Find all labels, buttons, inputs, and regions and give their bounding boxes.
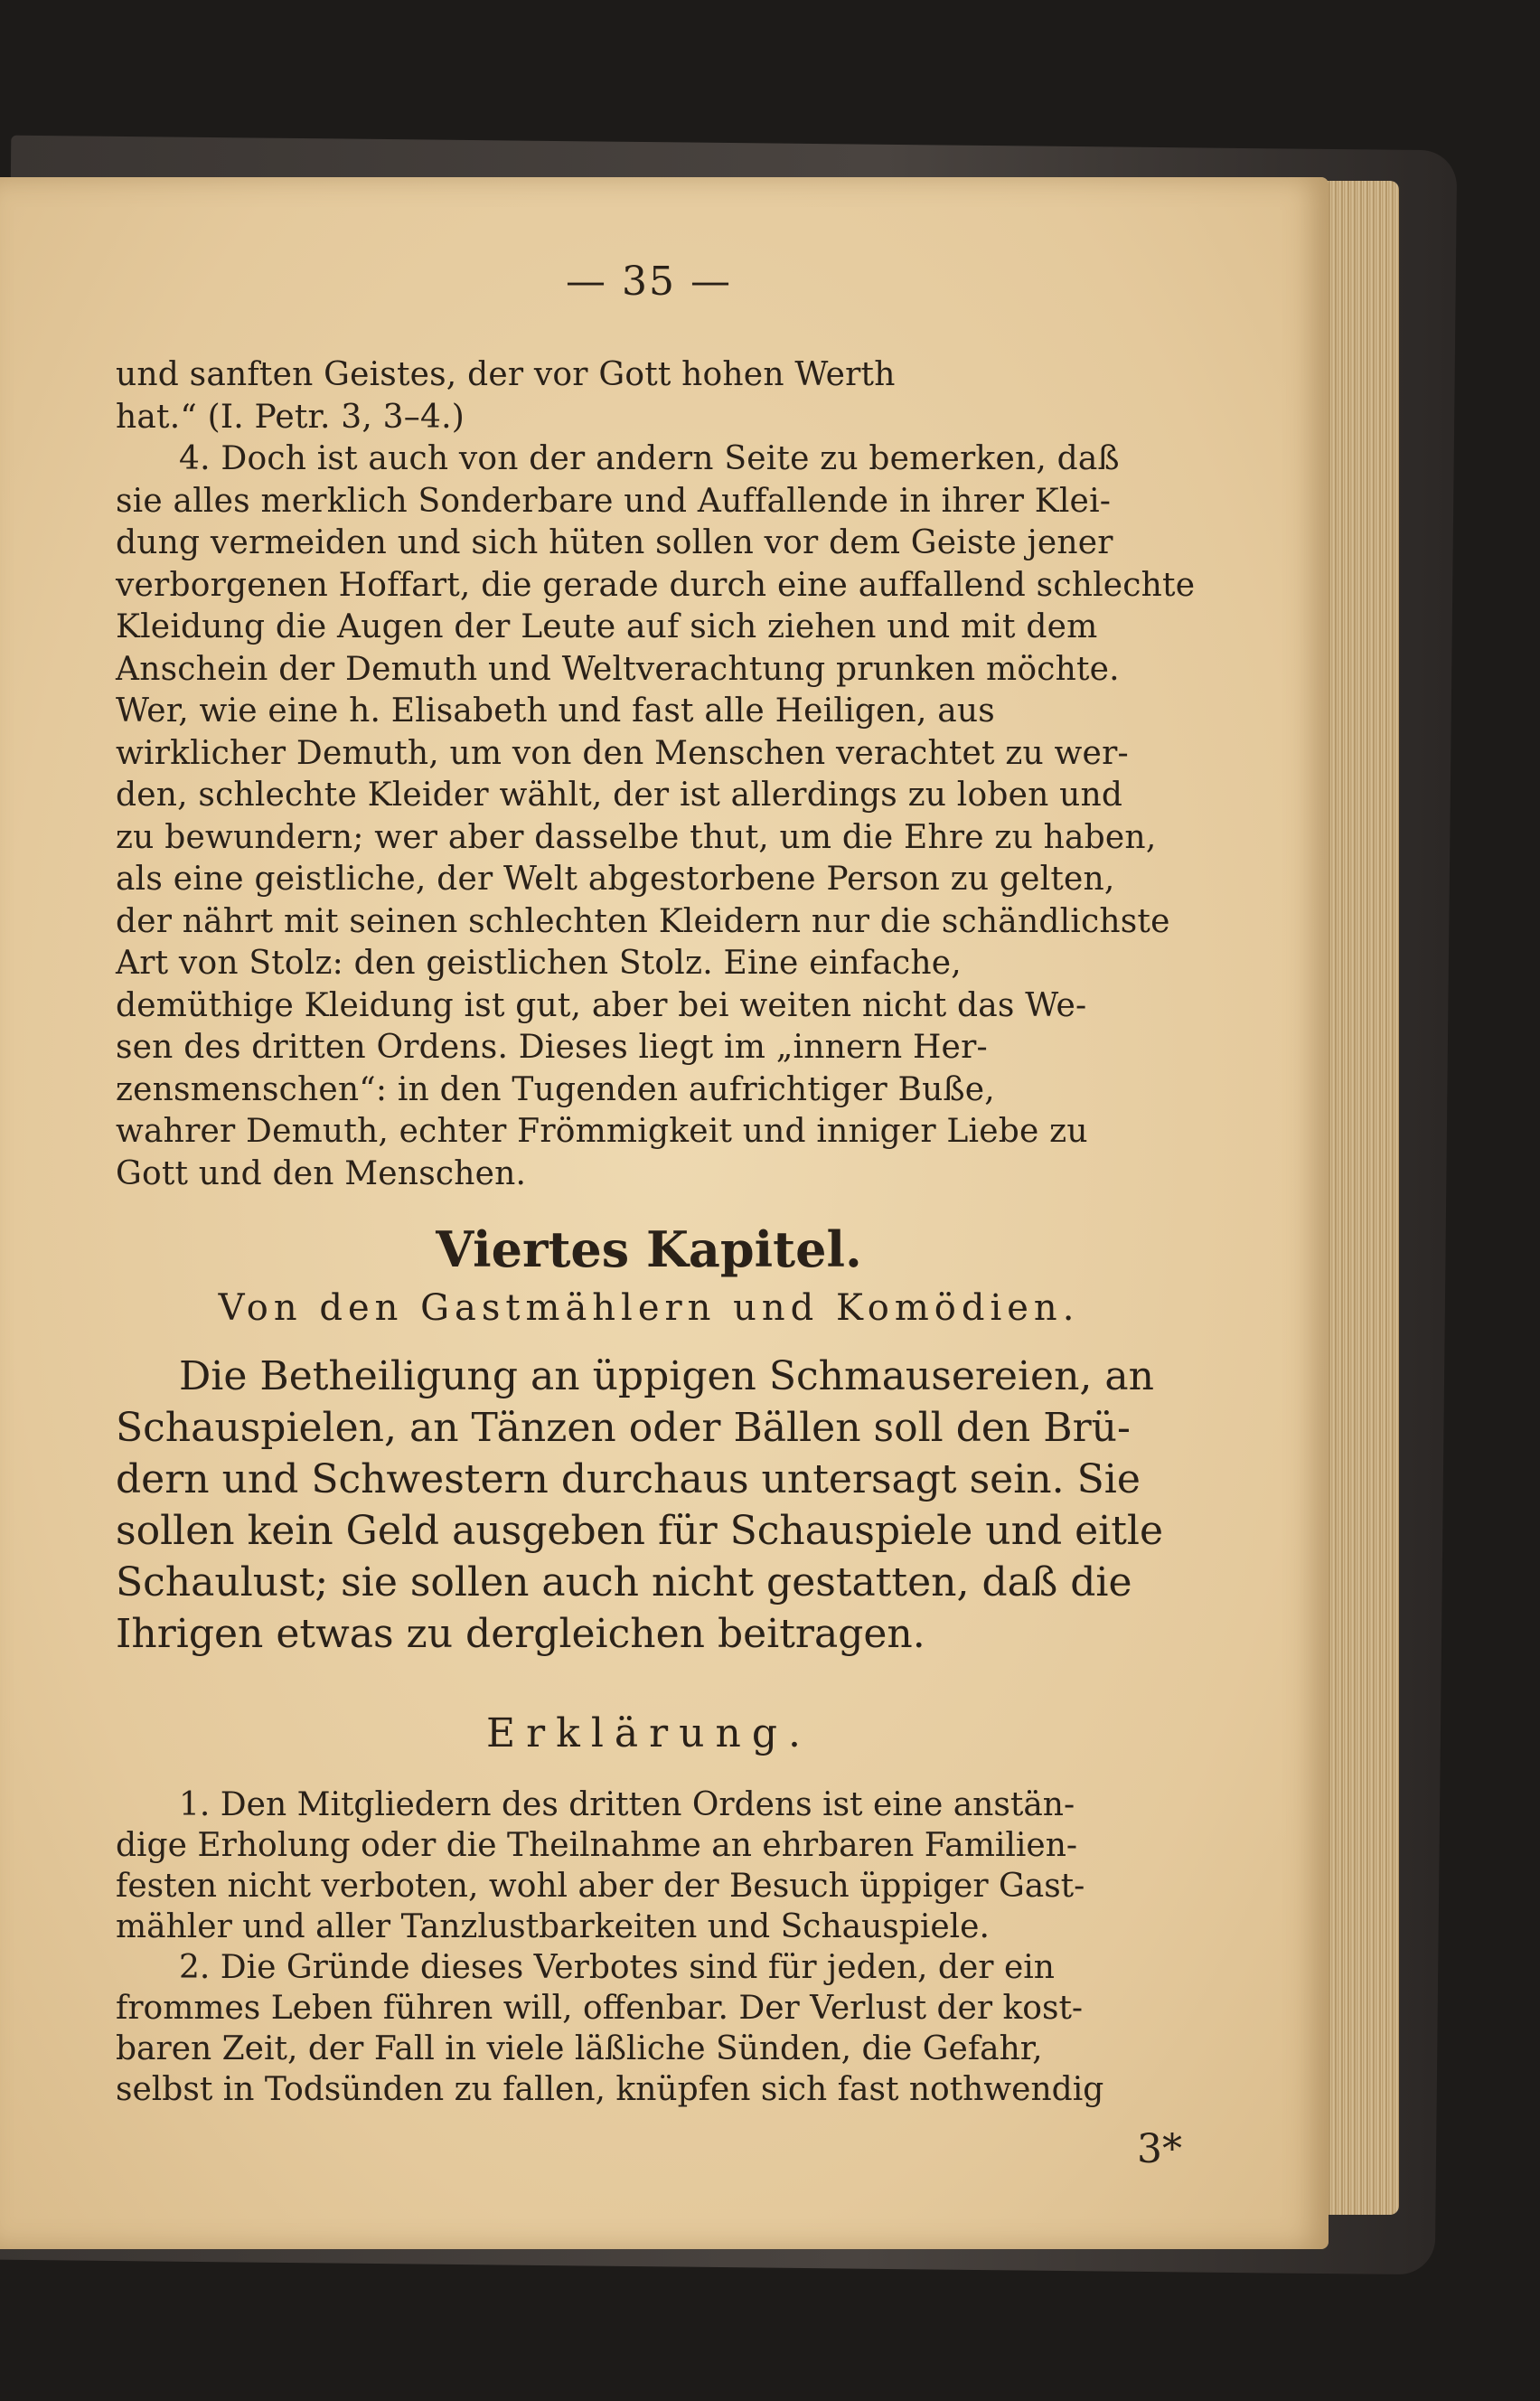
text-line: frommes Leben führen will, offenbar. Der Verlust der kost- [116,1990,1084,2027]
text-line: zu bewundern; wer aber dasselbe thut, um die Ehre zu haben, [116,818,1157,856]
text-line: 4. Doch ist auch von der andern Seite zu bemerken, daß [179,440,1120,477]
page-number: — 35 — [566,259,732,305]
text-line: Schaulust; sie sollen auch nicht gestatten, daß die [116,1559,1132,1605]
text-line: und sanften Geistes, der vor Gott hohen Werth [116,356,896,393]
text-line: Schauspielen, an Tänzen oder Bällen soll den Brü- [116,1405,1131,1451]
text-line: wirklicher Demuth, um von den Menschen verachtet zu wer- [116,734,1129,772]
rule-text [116,1351,1182,1660]
explanation-text [116,1784,1182,2110]
text-line: dige Erholung oder die Theilnahme an ehrbaren Familien- [116,1827,1078,1864]
text-line: sollen kein Geld ausgeben für Schauspiele und eitle [116,1508,1163,1554]
signature-mark: 3* [1137,2126,1182,2172]
text-line: festen nicht verboten, wohl aber der Besuch üppiger Gast- [116,1868,1085,1905]
text-line: dern und Schwestern durchaus untersagt sein. Sie [116,1456,1141,1502]
text-line: Gott und den Menschen. [116,1154,527,1192]
explanation-heading: Erklärung. [486,1710,812,1756]
text-line: Kleidung die Augen der Leute auf sich ziehen und mit dem [116,608,1098,645]
text-line: Ihrigen etwas zu dergleichen beitragen. [116,1611,925,1657]
text-line: Die Betheiligung an üppigen Schmausereien, an [179,1353,1154,1399]
paragraph-1 [116,354,1196,1195]
text-line: sie alles merklich Sonderbare und Auffallende in ihrer Klei- [116,482,1112,520]
text-line: verborgenen Hoffart, die gerade durch eine auffallend schlechte [116,566,1196,604]
text-line: wahrer Demuth, echter Frömmigkeit und inniger Liebe zu [116,1113,1088,1150]
text-line: als eine geistliche, der Welt abgestorbene Person zu gelten, [116,861,1115,898]
text-line: dung vermeiden und sich hüten sollen vor dem Geiste jener [116,524,1113,561]
chapter-subtitle: Von den Gastmählern und Komödien. [218,1287,1080,1329]
text-line: 2. Die Gründe dieses Verbotes sind für jeden, der ein [179,1949,1055,1986]
text-line: den, schlechte Kleider wählt, der ist allerdings zu loben und [116,777,1123,814]
text-line: Art von Stolz: den geistlichen Stolz. Eine einfache, [116,945,962,982]
text-line: 1. Den Mitgliedern des dritten Ordens ist eine anstän- [179,1786,1075,1823]
text-line: hat.“ (I. Petr. 3, 3–4.) [116,398,465,436]
text-line: baren Zeit, der Fall in viele läßliche Sünden, die Gefahr, [116,2030,1043,2067]
text-line: demüthige Kleidung ist gut, aber bei weiten nicht das We- [116,986,1087,1024]
text-line: Anschein der Demuth und Weltverachtung prunken möchte. [116,650,1120,688]
text-line: mähler und aller Tanzlustbarkeiten und Schauspiele. [116,1908,990,1945]
chapter-title: Viertes Kapitel. [436,1220,862,1278]
text-line: selbst in Todsünden zu fallen, knüpfen sich fast nothwendig [116,2071,1104,2108]
text-line: der nährt mit seinen schlechten Kleidern nur die schändlichste [116,902,1170,940]
text-line: zensmenschen“: in den Tugenden aufrichtiger Buße, [116,1070,995,1108]
text-line: sen des dritten Ordens. Dieses liegt im „innern Her- [116,1029,988,1066]
text-line: Wer, wie eine h. Elisabeth und fast alle Heiligen, aus [116,692,995,730]
